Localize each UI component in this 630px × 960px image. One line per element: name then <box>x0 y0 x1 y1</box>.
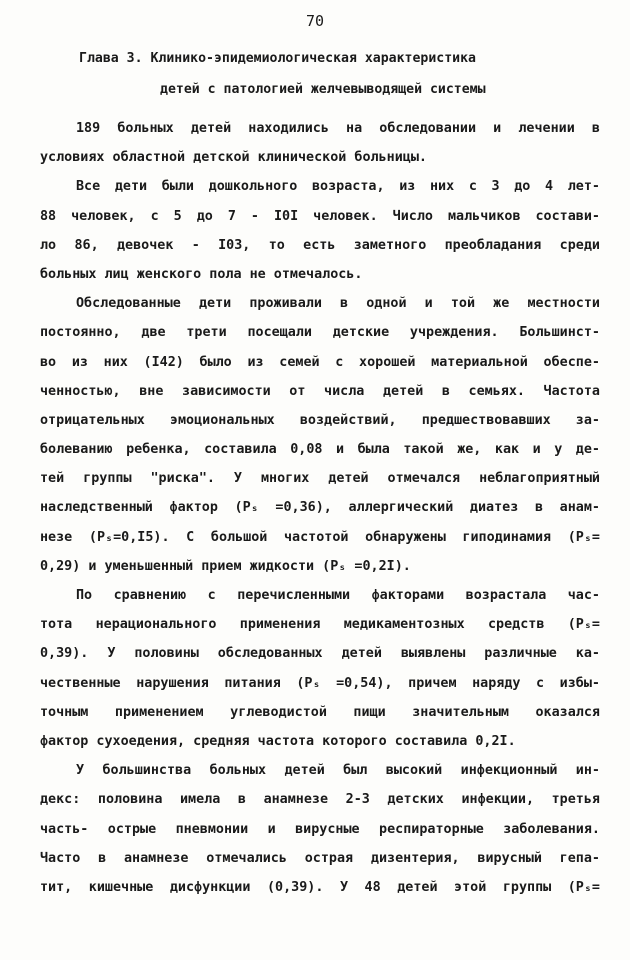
text-line: точным применением углеводистой пищи значительным оказался <box>40 704 600 720</box>
text-line: 189 больных детей находились на обследовании и лечении в <box>76 121 600 136</box>
text-line: незе (Pₛ=0,I5). С большой частотой обнаружены гиподинамия (Pₛ= <box>40 529 600 545</box>
text-line: Часто в анамнезе отмечались острая дизентерия, вирусный гепа- <box>40 850 600 866</box>
chapter-heading-line-2: детей с патологией желчевыводящей системы <box>160 82 486 97</box>
text-line: чественные нарушения питания (Pₛ =0,54), причем наряду с избы- <box>40 675 600 691</box>
text-line: часть- острые пневмонии и вирусные респираторные заболевания. <box>40 821 600 837</box>
text-line: тей группы "риска". У многих детей отмечался неблагоприятный <box>40 471 600 487</box>
text-line: отрицательных эмоциональных воздействий, предшествовавших за- <box>40 412 600 428</box>
text-line: во из них (I42) было из семей с хорошей материальной обеспе- <box>40 354 600 370</box>
text-line: 0,39). У половины обследованных детей выявлены различные ка- <box>40 646 600 662</box>
text-line: условиях областной детской клинической больницы. <box>40 150 427 166</box>
body-text <box>40 114 600 902</box>
text-line: наследственный фактор (Pₛ =0,36), аллергический диатез в анам- <box>40 500 600 516</box>
text-line: По сравнению с перечисленными факторами возрастала час- <box>76 588 600 603</box>
text-line: 88 человек, с 5 до 7 - I0I человек. Число мальчиков состави- <box>40 208 600 224</box>
text-line: больных лиц женского пола не отмечалось. <box>40 266 363 282</box>
text-line: У большинства больных детей был высокий инфекционный ин- <box>76 763 600 779</box>
text-line: декс: половина имела в анамнезе 2-3 детских инфекции, третья <box>40 792 600 808</box>
page-number: 70 <box>305 12 325 30</box>
text-line: тит, кишечные дисфункции (0,39). У 48 детей этой группы (Pₛ= <box>40 879 600 895</box>
text-line: ченностью, вне зависимости от числа детей в семьях. Частота <box>40 383 600 399</box>
text-line: постоянно, две трети посещали детские учреждения. Большинст- <box>40 325 600 341</box>
text-line: Обследованные дети проживали в одной и той же местности <box>76 296 600 312</box>
text-line: 0,29) и уменьшенный прием жидкости (Pₛ =0,2I). <box>40 558 411 574</box>
text-line: Все дети были дошкольного возраста, из них с 3 до 4 лет- <box>76 179 600 195</box>
text-line: тота нерационального применения медикаментозных средств (Pₛ= <box>40 617 600 633</box>
text-line: ло 86, девочек - I03, то есть заметного преобладания среди <box>40 237 600 253</box>
text-line: болеванию ребенка, составила 0,08 и была такой же, как и у де- <box>40 442 600 458</box>
text-line: фактор сухоедения, средняя частота которого составила 0,2I. <box>40 733 516 749</box>
chapter-heading-line-1: Глава 3. Клинико-эпидемиологическая характеристика <box>79 51 476 66</box>
